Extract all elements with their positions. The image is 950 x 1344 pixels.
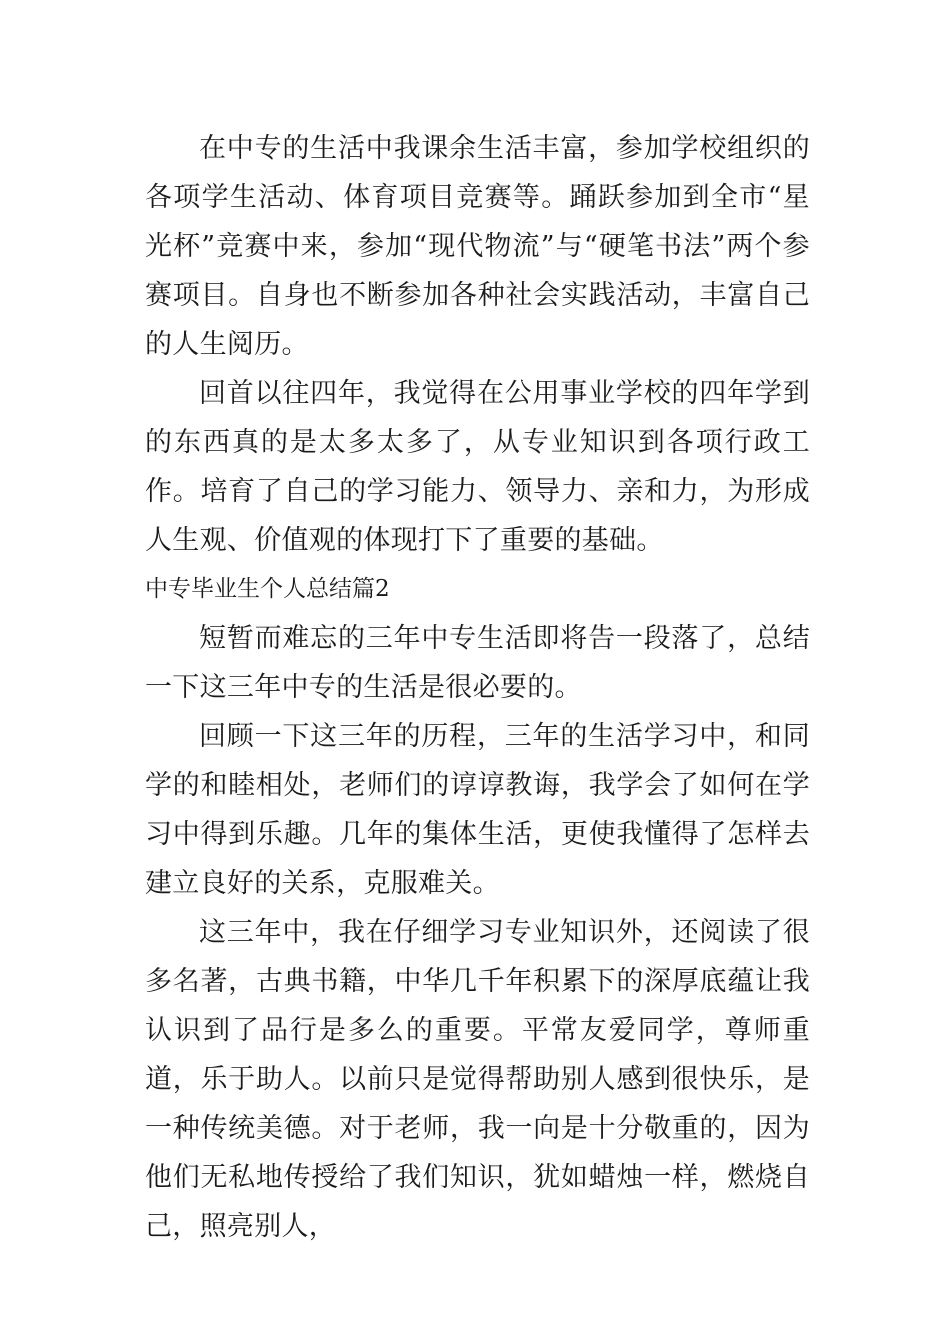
paragraph-campus-activities: 在中专的生活中我课余生活丰富，参加学校组织的各项学生活动、体育项目竞赛等。踊跃参加到全市“星光杯”竞赛中来，参加“现代物流”与“硬笔书法”两个参赛项目。自身也不断参加各种社会实践活动，丰富自己的人生阅历。 [145, 133, 810, 360]
paragraph-three-years-review: 回顾一下这三年的历程，三年的生活学习中，和同学的和睦相处，老师们的谆谆教诲，我学会了如何在学习中得到乐趣。几年的集体生活，更使我懂得了怎样去建立良好的关系，克服难关。 [145, 721, 810, 899]
paragraph-three-years-intro: 短暂而难忘的三年中专生活即将告一段落了，总结一下这三年中专的生活是很必要的。 [145, 623, 810, 703]
paragraph-four-years-review: 回首以往四年，我觉得在公用事业学校的四年学到的东西真的是太多太多了，从专业知识到各项行政工作。培育了自己的学习能力、领导力、亲和力，为形成人生观、价值观的体现打下了重要的基础。 [145, 378, 810, 556]
section-heading: 中专毕业生个人总结篇2 [145, 576, 390, 602]
document-body [145, 124, 810, 1251]
paragraph-reading-and-morals: 这三年中，我在仔细学习专业知识外，还阅读了很多名著，古典书籍，中华几千年积累下的深厚底蕴让我认识到了品行是多么的重要。平常友爱同学，尊师重道，乐于助人。以前只是觉得帮助别人感到很快乐，是一种传统美德。对于老师，我一向是十分敬重的，因为他们无私地传授给了我们知识，犹如蜡烛一样，燃烧自己，照亮别人， [145, 917, 810, 1242]
